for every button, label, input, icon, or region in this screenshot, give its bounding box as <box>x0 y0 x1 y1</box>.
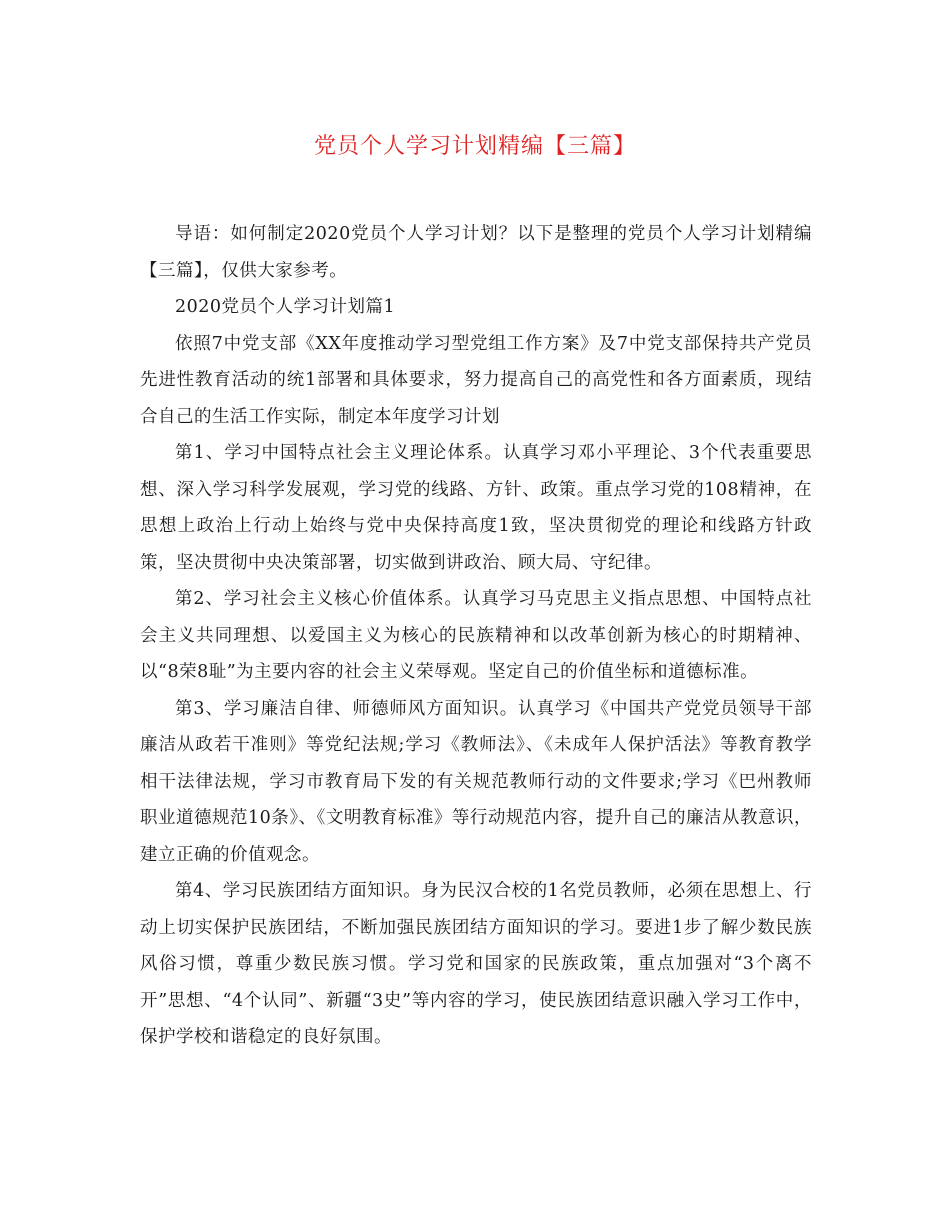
document-body <box>140 216 812 1056</box>
body-paragraph: 第4、学习民族团结方面知识。身为民汉合校的1名党员教师，必须在思想上、行动上切实保护民族团结，不断加强民族团结方面知识的学习。要进1步了解少数民族风俗习惯，尊重少数民族习惯。学习党和国家的民族政策，重点加强对“3个离不开”思想、“4个认同”、新疆“3史”等内容的学习，使民族团结意识融入学习工作中，保护学校和谐稳定的良好氛围。 <box>140 881 812 1047</box>
body-paragraph: 第1、学习中国特点社会主义理论体系。认真学习邓小平理论、3个代表重要思想、深入学习科学发展观，学习党的线路、方针、政策。重点学习党的108精神，在思想上政治上行动上始终与党中央保持高度1致，坚决贯彻党的理论和线路方针政策，坚决贯彻中央决策部署，切实做到讲政治、顾大局、守纪律。 <box>140 443 812 573</box>
body-paragraph: 依照7中党支部《XX年度推动学习型党组工作方案》及7中党支部保持共产党员先进性教育活动的统1部署和具体要求，努力提高自己的高党性和各方面素质，现结合自己的生活工作实际，制定本年度学习计划 <box>140 333 812 427</box>
body-paragraph: 第3、学习廉洁自律、师德师风方面知识。认真学习《中国共产党党员领导干部廉洁从政若干准则》等党纪法规;学习《教师法》、《未成年人保护活法》等教育教学相干法律法规，学习市教育局下发的有关规范教师行动的文件要求;学习《巴州教师职业道德规范10条》、《文明教育标准》等行动规范内容，提升自己的廉洁从教意识，建立正确的价值观念。 <box>140 698 812 865</box>
section-heading: 2020党员个人学习计划篇1 <box>175 297 396 317</box>
intro-paragraph: 导语：如何制定2020党员个人学习计划？以下是整理的党员个人学习计划精编【三篇】，仅供大家参考。 <box>140 224 812 281</box>
document-title: 党员个人学习计划精编【三篇】 <box>313 134 636 159</box>
body-paragraph: 第2、学习社会主义核心价值体系。认真学习马克思主义指点思想、中国特点社会主义共同理想、以爱国主义为核心的民族精神和以改革创新为核心的时期精神、以“8荣8耻”为主要内容的社会主义荣辱观。坚定自己的价值坐标和道德标准。 <box>140 589 812 682</box>
